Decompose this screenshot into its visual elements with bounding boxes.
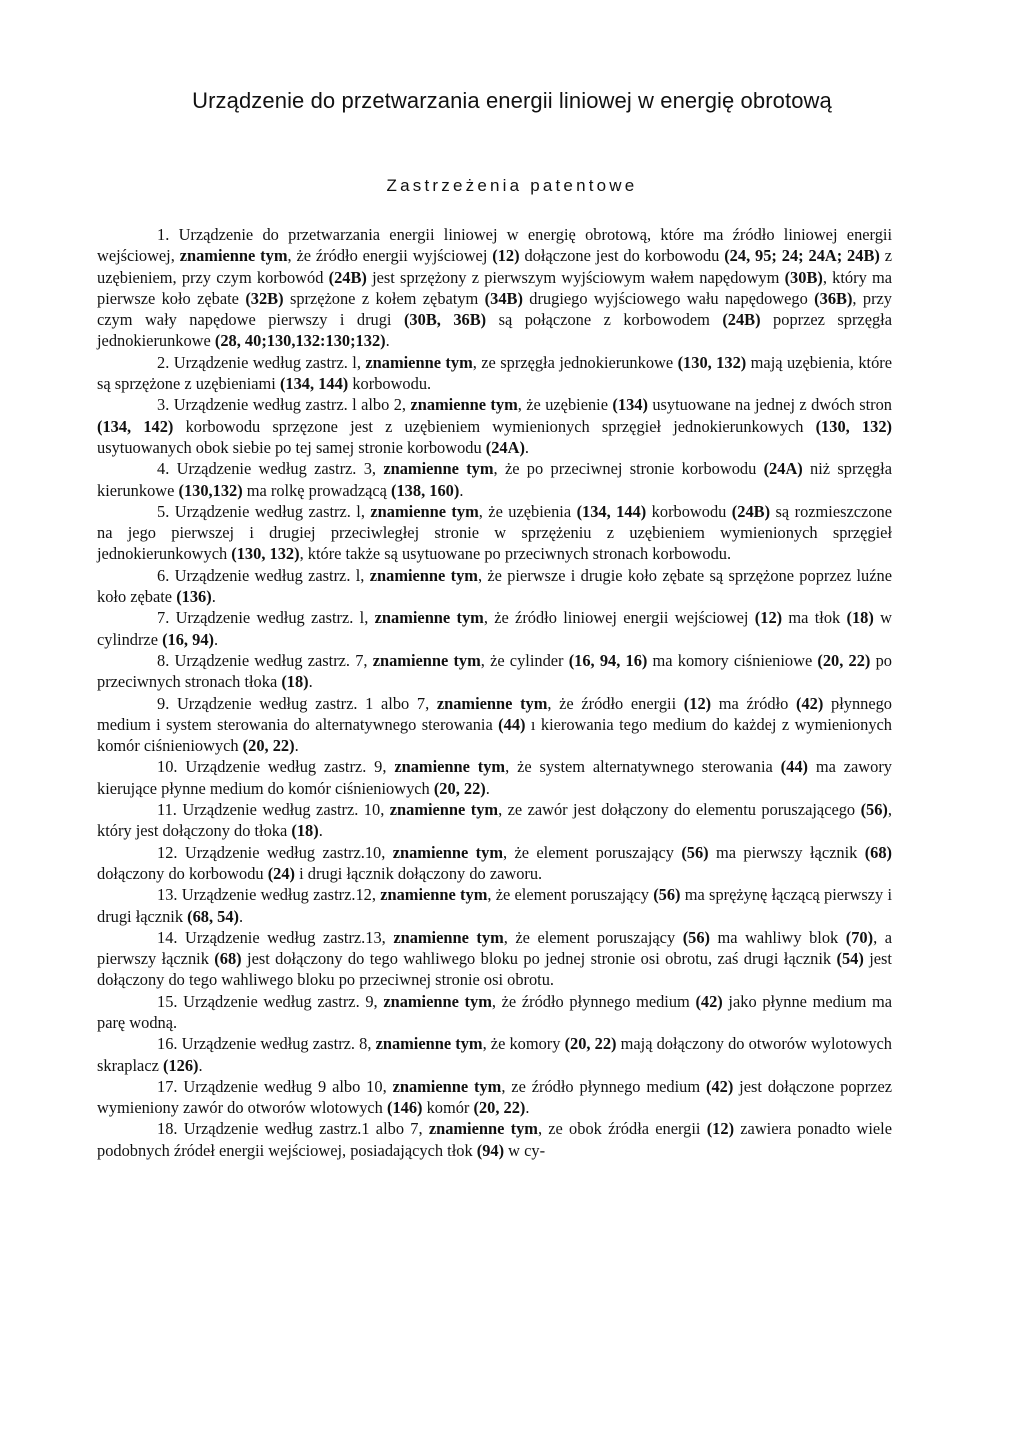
- claim-text: w cy-: [504, 1140, 546, 1160]
- claim-emphasis: (134, 142): [97, 416, 174, 436]
- claim-text: , że komory: [482, 1034, 565, 1054]
- claim-text: drugiego wyjściowego wału napędowego: [522, 288, 815, 308]
- claim-paragraph: [97, 842, 892, 885]
- claim-emphasis: (42): [796, 693, 824, 713]
- claim-paragraph: [97, 394, 892, 458]
- claim-emphasis: (24A): [763, 459, 803, 479]
- claim-emphasis: (24, 95; 24; 24A; 24B): [724, 246, 880, 266]
- claim-emphasis: (130, 132): [231, 544, 300, 564]
- claim-text: w cylindrze: [97, 608, 892, 649]
- claim-emphasis: (56): [860, 800, 888, 820]
- claim-text: 3. Urządzenie według zastrz. l albo 2,: [157, 395, 411, 415]
- claim-text: 16. Urządzenie według zastrz. 8,: [157, 1034, 376, 1054]
- claim-text: , że element poruszający: [503, 927, 683, 947]
- claim-emphasis: (24): [267, 863, 296, 883]
- claim-text: ma źródło: [711, 693, 797, 713]
- claim-emphasis: (12): [683, 693, 712, 713]
- claim-text: 5. Urządzenie według zastrz. l,: [157, 501, 371, 521]
- claim-text: 8. Urządzenie według zastrz. 7,: [157, 650, 373, 670]
- claim-emphasis: (56): [681, 842, 709, 862]
- claim-emphasis: (94): [476, 1140, 505, 1160]
- claim-emphasis: (12): [706, 1119, 735, 1139]
- claim-emphasis: (54): [836, 949, 864, 969]
- claim-text: , że po przeciwnej stronie korbowodu: [493, 459, 764, 479]
- claim-emphasis: (68): [214, 949, 242, 969]
- claim-text: ma zawory kierujące płynne medium do komór ciśnieniowych: [97, 757, 892, 798]
- claim-paragraph: [97, 224, 892, 352]
- claim-text: usytuowanych obok siebie po tej samej stronie korbowodu: [97, 437, 486, 457]
- claim-paragraph: [97, 927, 892, 991]
- claim-text: jest dołączone poprzez wymieniony zawór do otworów wlotowych: [97, 1076, 893, 1118]
- claim-text: i drugi łącznik dołączony do zaworu.: [295, 863, 543, 883]
- claim-text: , że element poruszający: [502, 842, 682, 862]
- claim-text: 12. Urządzenie według zastrz.10,: [157, 842, 393, 862]
- claim-text: komór: [422, 1098, 474, 1118]
- claim-paragraph: [97, 1033, 892, 1076]
- claim-paragraph: [97, 650, 892, 693]
- claim-text: , który ma pierwsze koło zębate: [97, 267, 893, 308]
- claim-text: 7. Urządzenie według zastrz. l,: [157, 608, 375, 628]
- claim-text: .: [385, 331, 390, 351]
- claim-emphasis: znamienne tym: [374, 608, 484, 628]
- claim-paragraph: [97, 607, 892, 650]
- claim-text: są połączone z korbowodem: [486, 310, 723, 330]
- claim-text: ı kierowania tego medium do każdej z wymienionych komór ciśnieniowych: [97, 714, 893, 756]
- claim-emphasis: (20, 22): [817, 650, 871, 670]
- claim-emphasis: (30B): [784, 267, 823, 287]
- claim-text: korbowodu sprzęzone jest z uzębieniem wymienionych sprzęgieł jednokierunkowych: [173, 416, 816, 436]
- claim-text: .: [239, 906, 244, 926]
- claim-emphasis: (138, 160): [391, 480, 460, 500]
- claim-paragraph: [97, 884, 892, 927]
- claims-list: [97, 224, 892, 1161]
- claim-text: ma tłok: [782, 608, 847, 628]
- claim-paragraph: [97, 458, 892, 501]
- claim-text: 1. Urządzenie do przetwarzania energii liniowej w energię obrotową, które ma źródło liniowej energii wejściowej,: [97, 225, 892, 266]
- claim-emphasis: znamienne tym: [365, 352, 473, 372]
- claim-emphasis: znamienne tym: [394, 757, 506, 777]
- claim-emphasis: znamienne tym: [383, 991, 492, 1011]
- claim-emphasis: (130, 132): [815, 416, 892, 436]
- page-title: Urządzenie do przetwarzania energii liniowej w energię obrotową: [192, 88, 832, 113]
- claim-emphasis: (134): [612, 395, 648, 415]
- claim-text: , że źródło energii: [547, 693, 684, 713]
- claim-text: ma pierwszy łącznik: [708, 842, 865, 862]
- claim-emphasis: (146): [386, 1098, 423, 1118]
- claim-text: 14. Urządzenie według zastrz.13,: [157, 927, 394, 947]
- claim-text: zawiera ponadto wiele podobnych źródeł energii wejściowej, posiadających tłok: [97, 1119, 892, 1160]
- claim-text: , że źródło płynnego medium: [491, 991, 696, 1011]
- claim-emphasis: (134, 144): [279, 374, 349, 394]
- claim-emphasis: (44): [780, 757, 808, 777]
- claim-text: , że uzębienie: [517, 395, 613, 415]
- claim-emphasis: (36B): [814, 288, 853, 308]
- claim-emphasis: znamienne tym: [380, 885, 488, 905]
- claim-text: , że uzębienia: [478, 501, 577, 521]
- claim-text: płynnego medium i system sterowania do alternatywnego sterowania: [97, 693, 892, 734]
- claim-text: 18. Urządzenie według zastrz.1 albo 7,: [157, 1119, 429, 1139]
- claim-emphasis: znamienne tym: [375, 1034, 483, 1054]
- claim-text: .: [211, 587, 216, 607]
- claim-emphasis: (42): [705, 1076, 734, 1096]
- claim-text: , że źródło energii wyjściowej: [287, 246, 493, 266]
- claim-emphasis: znamienne tym: [369, 565, 478, 585]
- claim-text: 11. Urządzenie według zastrz. 10,: [157, 800, 390, 820]
- claim-emphasis: (70): [845, 927, 874, 947]
- claim-emphasis: (44): [498, 714, 526, 734]
- claim-text: .: [524, 437, 530, 457]
- claim-text: dołączony do korbowodu: [97, 863, 268, 883]
- claim-text: , że źródło liniowej energii wejściowej: [483, 608, 755, 628]
- claim-emphasis: (16, 94): [162, 629, 214, 649]
- claim-emphasis: (56): [653, 885, 681, 905]
- claim-emphasis: (24A): [485, 437, 525, 457]
- claim-text: ma sprężynę łączącą pierwszy i drugi łącznik: [97, 885, 893, 926]
- claim-text: 2. Urządzenie według zastrz. l,: [157, 352, 366, 372]
- claim-text: , że element poruszający: [487, 885, 654, 905]
- claim-text: , ze obok źródła energii: [537, 1119, 707, 1139]
- claim-text: , który jest dołączony do tłoka: [97, 800, 892, 841]
- claim-emphasis: znamienne tym: [389, 800, 499, 820]
- claim-emphasis: znamienne tym: [392, 1076, 502, 1096]
- claim-emphasis: (130, 132): [677, 352, 747, 372]
- claim-emphasis: (30B, 36B): [403, 310, 487, 330]
- claim-emphasis: znamienne tym: [393, 927, 504, 947]
- claim-paragraph: [97, 799, 892, 842]
- claim-emphasis: znamienne tym: [370, 501, 479, 521]
- claim-text: , które także są usytuowane po przeciwnych stronach korbowodu.: [299, 544, 732, 564]
- claim-text: , a pierwszy łącznik: [97, 927, 892, 969]
- claim-emphasis: znamienne tym: [410, 395, 518, 415]
- claim-text: usytuowane na jednej z dwóch stron: [647, 395, 892, 415]
- claim-emphasis: (56): [682, 927, 710, 947]
- claim-emphasis: (136): [176, 587, 212, 607]
- claim-emphasis: (32B): [245, 288, 284, 308]
- claim-text: jest dołączony do tego wahliwego bloku po jednej stronie osi obrotu, zaś drugi łącznik: [241, 949, 837, 969]
- claim-paragraph: [97, 501, 892, 565]
- claim-text: ma rolkę prowadzącą: [242, 480, 392, 500]
- claim-emphasis: (20, 22): [564, 1034, 617, 1054]
- claim-text: , przy czym wały napędowe pierwszy i drugi: [97, 288, 893, 330]
- claim-text: mają dołączony do otworów wylotowych skraplacz: [97, 1034, 892, 1075]
- claim-text: 17. Urządzenie według 9 albo 10,: [157, 1076, 393, 1096]
- claim-text: .: [213, 629, 219, 649]
- claim-text: .: [318, 821, 323, 841]
- claim-emphasis: (12): [754, 608, 783, 628]
- claim-emphasis: (130,132): [178, 480, 243, 500]
- claim-text: .: [198, 1055, 203, 1075]
- claim-text: 4. Urządzenie według zastrz. 3,: [157, 459, 384, 479]
- claim-text: .: [294, 736, 299, 756]
- claim-text: mają uzębienia, które są sprzężone z uzębieniami: [97, 352, 893, 394]
- claim-text: .: [485, 778, 490, 798]
- claim-emphasis: (68): [864, 842, 893, 862]
- claim-emphasis: (68, 54): [187, 906, 240, 926]
- claim-emphasis: (18): [281, 672, 309, 692]
- claim-text: .: [459, 480, 464, 500]
- claim-text: ma wahliwy blok: [710, 927, 846, 947]
- claim-emphasis: (18): [846, 608, 874, 628]
- claim-text: 10. Urządzenie według zastrz. 9,: [157, 757, 395, 777]
- claim-text: korbowodu: [646, 501, 732, 521]
- claim-emphasis: (24B): [328, 267, 367, 287]
- claim-text: , że pierwsze i drugie koło zębate są sprzężone poprzez luźne koło zębate: [97, 565, 892, 607]
- claim-text: , ze źródło płynnego medium: [501, 1076, 706, 1096]
- claim-emphasis: (24B): [722, 310, 761, 330]
- claim-text: 15. Urządzenie według zastrz. 9,: [157, 991, 384, 1011]
- claim-emphasis: (134, 144): [576, 501, 647, 521]
- claim-emphasis: znamienne tym: [383, 459, 494, 479]
- claim-text: poprzez sprzęgła jednokierunkowe: [97, 310, 892, 351]
- claim-emphasis: (18): [291, 821, 319, 841]
- claim-emphasis: (20, 22): [242, 736, 295, 756]
- claim-text: , ze sprzęgła jednokierunkowe: [472, 352, 678, 372]
- claim-paragraph: [97, 693, 892, 757]
- claim-emphasis: (20, 22): [473, 1098, 526, 1118]
- claim-text: , ze zawór jest dołączony do elementu poruszającego: [498, 800, 861, 820]
- claim-emphasis: znamienne tym: [436, 693, 548, 713]
- claim-emphasis: znamienne tym: [392, 842, 503, 862]
- claim-paragraph: [97, 565, 892, 608]
- claim-text: , że system alternatywnego sterowania: [505, 757, 781, 777]
- claim-emphasis: (42): [695, 991, 723, 1011]
- claim-text: jest dołączony do tego wahliwego bloku po przeciwnej stronie osi obrotu.: [97, 949, 892, 990]
- claim-emphasis: (16, 94, 16): [568, 650, 648, 670]
- claim-paragraph: [97, 1076, 892, 1119]
- claim-emphasis: znamienne tym: [179, 246, 288, 266]
- claim-text: po przeciwnych stronach tłoka: [97, 650, 892, 692]
- claim-paragraph: [97, 756, 892, 799]
- claim-text: jest sprzężony z pierwszym wyjściowym wałem napędowym: [366, 267, 785, 287]
- claim-emphasis: (126): [162, 1055, 199, 1075]
- claim-text: 6. Urządzenie według zastrz. l,: [157, 565, 370, 585]
- claim-emphasis: (24B): [731, 501, 771, 521]
- claim-text: są rozmieszczone na jego pierwszej i drugiej przeciwległej stronie w sprzężeniu z uzębieniem wymienionych sprzęgieł jednokierunkowych: [97, 501, 892, 564]
- claim-text: dołączone jest do korbowodu: [519, 246, 725, 266]
- claim-emphasis: znamienne tym: [428, 1119, 538, 1139]
- claim-text: .: [308, 672, 313, 692]
- claim-text: 9. Urządzenie według zastrz. 1 albo 7,: [157, 693, 437, 713]
- section-heading: Zastrzeżenia patentowe: [386, 176, 638, 195]
- claim-paragraph: [97, 991, 892, 1034]
- claim-paragraph: [97, 1118, 892, 1161]
- claim-text: jako płynne medium ma parę wodną.: [97, 991, 893, 1032]
- claim-emphasis: (12): [492, 246, 520, 266]
- claim-text: niż sprzęgła kierunkowe: [97, 459, 892, 500]
- claim-emphasis: znamienne tym: [372, 650, 481, 670]
- claim-paragraph: [97, 352, 892, 395]
- claim-text: ma komory ciśnieniowe: [647, 650, 818, 670]
- claim-text: , że cylinder: [480, 650, 569, 670]
- claim-emphasis: (20, 22): [433, 778, 486, 798]
- claim-text: z uzębieniem, przy czym korbowód: [97, 246, 892, 287]
- claim-text: sprzężone z kołem zębatym: [283, 288, 485, 308]
- claim-text: korbowodu.: [348, 374, 432, 394]
- claim-emphasis: (28, 40;130,132:130;132): [214, 331, 386, 351]
- claim-text: .: [525, 1098, 530, 1118]
- claim-emphasis: (34B): [484, 288, 523, 308]
- claim-text: 13. Urządzenie według zastrz.12,: [157, 885, 381, 905]
